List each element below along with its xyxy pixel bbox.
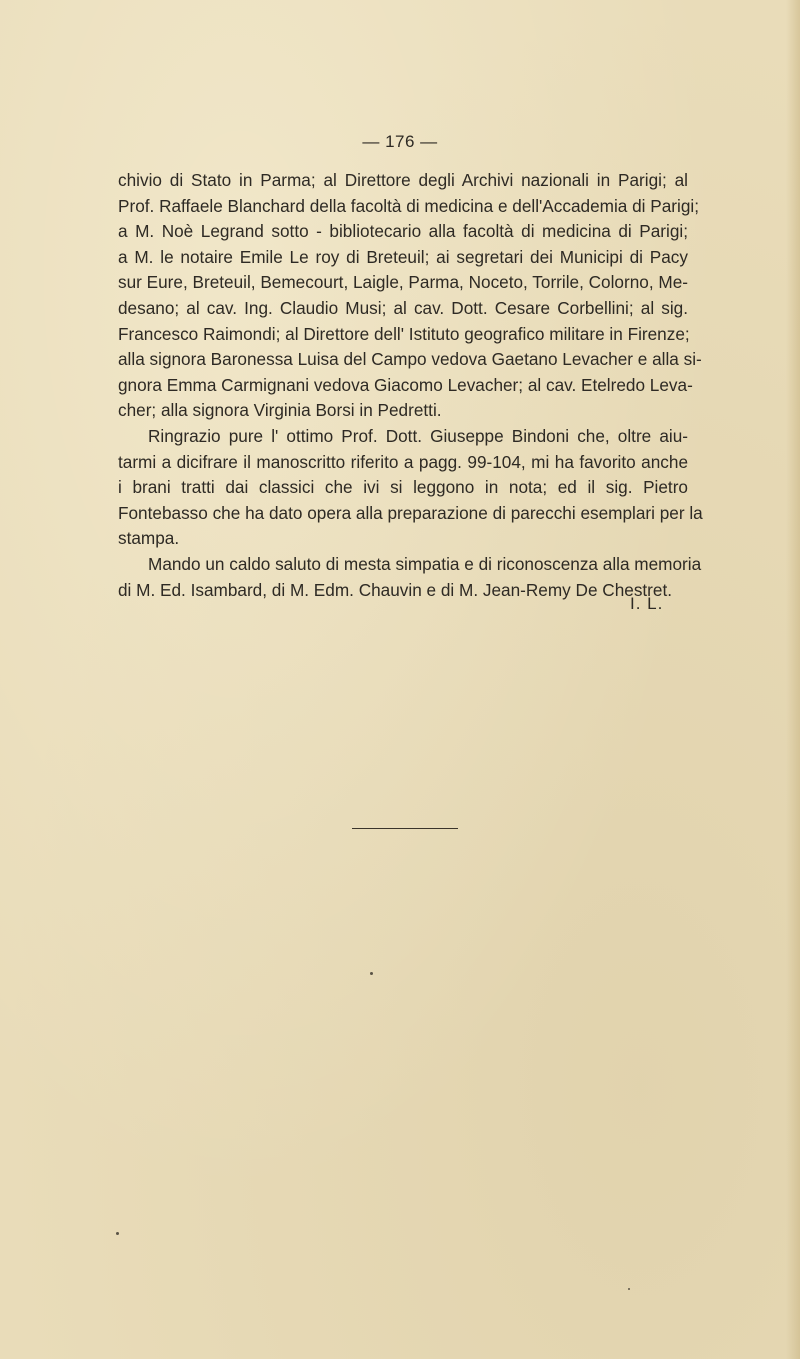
- text-line: cher; alla signora Virginia Borsi in Pedretti.: [118, 400, 442, 421]
- text-line: Francesco Raimondi; al Direttore dell' Istituto geografico militare in Firenze;: [118, 323, 690, 344]
- text-line: Ringrazio pure l' ottimo Prof. Dott. Giuseppe Bindoni che, oltre aiu-: [148, 425, 688, 446]
- paragraph-thanks-bindoni: [118, 424, 703, 552]
- text-line: gnora Emma Carmignani vedova Giacomo Levacher; al cav. Etelredo Leva-: [118, 374, 693, 395]
- text-line: desano; al cav. Ing. Claudio Musi; al cav. Dott. Cesare Corbellini; al sig.: [118, 297, 688, 318]
- text-line: sur Eure, Breteuil, Bemecourt, Laigle, Parma, Noceto, Torrile, Colorno, Me-: [118, 272, 688, 293]
- text-line: Mando un caldo saluto di mesta simpatia e di riconoscenza alla memoria: [148, 553, 702, 574]
- text-line: chivio di Stato in Parma; al Direttore degli Archivi nazionali in Parigi; al: [118, 170, 688, 190]
- page-number: — 176 —: [362, 132, 438, 151]
- text-line: stampa.: [118, 528, 180, 549]
- body-text: [118, 168, 703, 603]
- text-line: Prof. Raffaele Blanchard della facoltà di medicina e dell'Accademia di Parigi;: [118, 195, 699, 216]
- author-initials: I. L.: [630, 594, 664, 613]
- paper-speck: [370, 972, 373, 975]
- text-line: di M. Ed. Isambard, di M. Edm. Chauvin e di M. Jean-Remy De Chestret.: [118, 579, 673, 600]
- text-line: a M. le notaire Emile Le roy di Breteuil; ai segretari dei Municipi di Pacy: [118, 246, 688, 267]
- paper-speck: [628, 1288, 630, 1290]
- text-line: i brani tratti dai classici che ivi si leggono in nota; ed il sig. Pietro: [118, 477, 688, 498]
- text-line: tarmi a dicifrare il manoscritto riferito a pagg. 99-104, mi ha favorito anche: [118, 451, 688, 472]
- text-line: alla signora Baronessa Luisa del Campo vedova Gaetano Levacher e alla si-: [118, 349, 702, 370]
- text-line: a M. Noè Legrand sotto - bibliotecario alla facoltà di medicina di Parigi;: [118, 221, 688, 242]
- paragraph-memorial: [118, 552, 702, 603]
- end-rule-divider: [352, 828, 458, 829]
- paragraph-acknowledgements: [118, 168, 702, 424]
- page-edge-shadow: [786, 0, 800, 1359]
- text-line: Fontebasso che ha dato opera alla preparazione di parecchi esemplari per la: [118, 502, 703, 523]
- paper-speck: [116, 1232, 119, 1235]
